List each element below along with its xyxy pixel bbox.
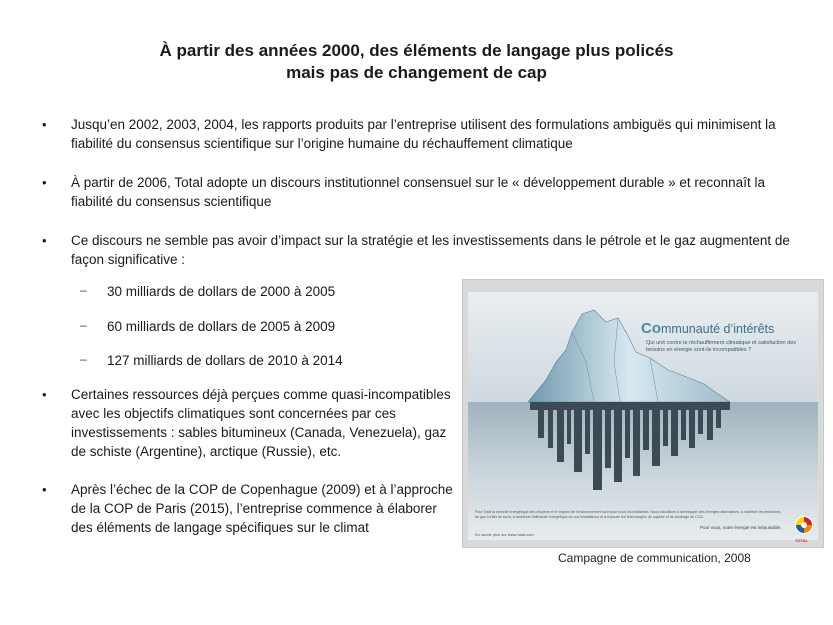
sub-item-text: 127 milliards de dollars de 2010 à 2014 bbox=[107, 353, 343, 368]
bullet-4 bbox=[42, 385, 456, 461]
bullet-2 bbox=[42, 173, 791, 211]
bullet-marker: • bbox=[42, 233, 47, 248]
dash-marker: – bbox=[80, 283, 87, 297]
bullet-text: Ce discours ne semble pas avoir d’impact sur la stratégie et les investissements dans le pétrole et le gaz augmentent de façon significative : bbox=[71, 233, 790, 267]
title-line-2: mais pas de changement de cap bbox=[286, 63, 547, 82]
bullet-marker: • bbox=[42, 175, 47, 190]
ad-headline-rest: mmunauté d’intérêts bbox=[661, 322, 775, 336]
bullet-marker: • bbox=[42, 387, 47, 402]
bullet-text: Après l’échec de la COP de Copenhague (2009) et à l’approche de la COP de Paris (2015), l’entreprise commence à élaborer des éléments de langage spécifiques sur le climat bbox=[71, 482, 453, 535]
slide-title bbox=[0, 40, 833, 84]
sub-item-3 bbox=[80, 351, 343, 370]
sub-item-text: 60 milliards de dollars de 2005 à 2009 bbox=[107, 319, 336, 334]
bullet-text: Certaines ressources déjà perçues comme quasi-incompatibles avec les objectifs climatiques sont concernées par ces investissements : sables bitumineux (Canada, Venezuela), gaz de schiste (Argentine), arctique (Russie), etc. bbox=[71, 387, 451, 459]
ad-subtitle: Qui unit contre le réchauffement climatique et satisfaction des besoins en énergie sont-ils incompatibles ? bbox=[646, 340, 797, 353]
ad-body-text: Pour Total la sécurité énergétique des citoyens et le respect de l’environnement sont pour nous inconciliables. Nous travaillons à développer des énergies alternatives, à maîtriser les émissions de gaz à effet de serre, à améliorer l’efficacité énergétique de nos installations et à explorer les technologies de capture et de stockage du CO2. bbox=[475, 510, 781, 519]
ad-poster bbox=[468, 292, 818, 543]
ad-image bbox=[462, 279, 824, 548]
total-logo-text: TOTAL bbox=[795, 538, 808, 543]
ad-caption: Campagne de communication, 2008 bbox=[558, 551, 751, 565]
bullet-marker: • bbox=[42, 482, 47, 497]
dash-marker: – bbox=[80, 352, 87, 366]
bullet-marker: • bbox=[42, 117, 47, 132]
ad-tagline: Pour vous, notre énergie est inépuisable. bbox=[700, 525, 782, 530]
ad-headline bbox=[641, 320, 774, 337]
bullet-3 bbox=[42, 231, 791, 269]
sub-item-text: 30 milliards de dollars de 2000 à 2005 bbox=[107, 284, 336, 299]
bullet-text: Jusqu’en 2002, 2003, 2004, les rapports produits par l’entreprise utilisent des formulations ambiguës qui minimisent la fiabilité du consensus scientifique sur l’origine humaine du réchauffement climatique bbox=[71, 117, 776, 151]
title-line-1: À partir des années 2000, des éléments de langage plus policés bbox=[159, 41, 674, 60]
bullet-text: À partir de 2006, Total adopte un discours institutionnel consensuel sur le « développement durable » et reconnaît la fiabilité du consensus scientifique bbox=[71, 175, 765, 209]
dash-marker: – bbox=[80, 318, 87, 332]
sub-item-1 bbox=[80, 282, 336, 301]
bullet-5 bbox=[42, 480, 456, 537]
total-logo-icon bbox=[793, 514, 815, 538]
ad-footer: En savoir plus sur www.total.com bbox=[475, 532, 534, 537]
bullet-1 bbox=[42, 115, 791, 153]
ad-headline-prefix: Co bbox=[641, 320, 661, 337]
sub-item-2 bbox=[80, 317, 336, 336]
